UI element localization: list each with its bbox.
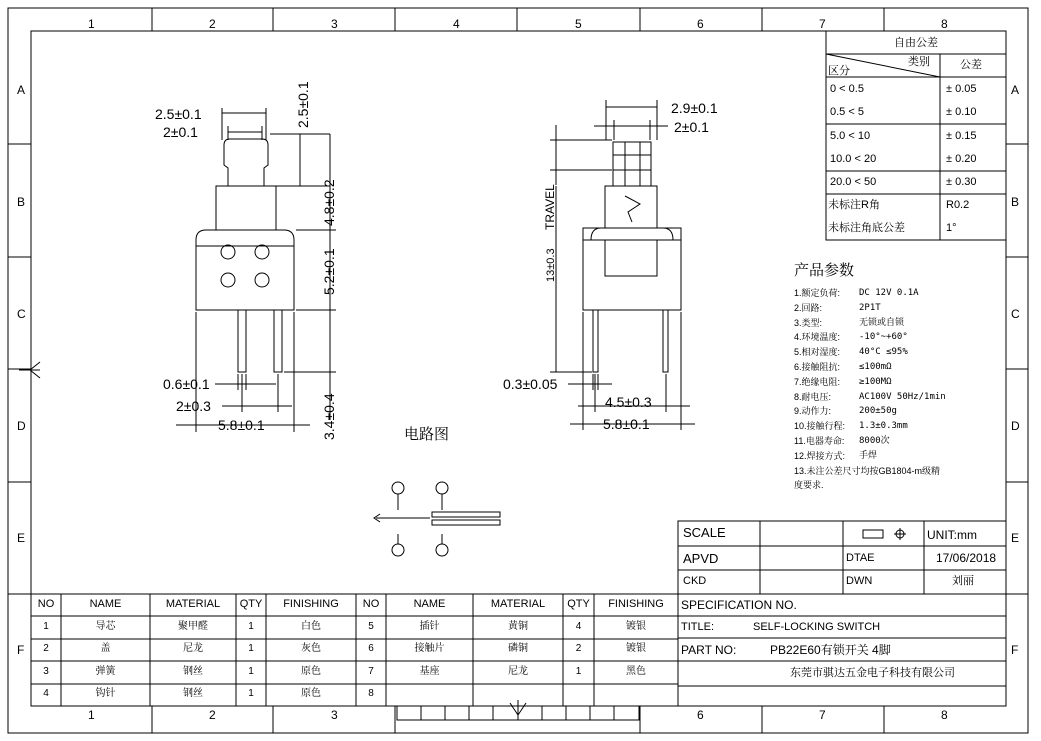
param-value: -10°~+60° (859, 332, 908, 343)
bom-header-cell: MATERIAL (490, 598, 546, 610)
zone-col-2-bottom: 2 (209, 708, 216, 722)
bom-cell: 1 (248, 688, 254, 699)
params-title: 产品参数 (794, 262, 855, 279)
bom-cell: 4 (43, 688, 49, 699)
bom-cell: 镀银 (626, 620, 646, 632)
dim-side-total-height: 13±0.3 (545, 248, 557, 282)
bom-cell: 尼龙 (183, 643, 203, 654)
bom-cell: 8 (368, 688, 374, 699)
company-name: 东莞市骐达五金电子科技有限公司 (790, 667, 955, 679)
zone-col-8-bottom: 8 (941, 708, 948, 722)
param-value: 40°C ≤95% (859, 347, 908, 358)
zone-row-b: B (17, 195, 26, 209)
zone-col-5: 5 (575, 17, 582, 31)
scale-label: SCALE (683, 525, 726, 540)
ckd-label: CKD (683, 575, 707, 587)
zone-col-4: 4 (453, 17, 460, 31)
bom-cell: 弹簧 (95, 665, 116, 677)
tolerance-range-3: 5.0 < 10 (830, 130, 871, 142)
dim-front-top-width: 2.5±0.1 (155, 106, 202, 122)
dim-front-pin-width: 0.6±0.1 (163, 376, 210, 392)
param-key: 9.动作力: (794, 406, 832, 417)
circuit-title: 电路图 (404, 426, 450, 443)
dim-front-body-height: 5.2±0.1 (321, 248, 337, 295)
dim-side-body-width: 5.8±0.1 (603, 416, 650, 432)
param-value: 1.3±0.3mm (859, 421, 908, 432)
bom-cell: 1 (248, 620, 254, 632)
tolerance-range-2: 0.5 < 5 (830, 106, 864, 118)
zone-row-d-right: D (1011, 419, 1020, 433)
bom-header-cell: NO (37, 598, 55, 610)
param-key: 11.电器寿命: (794, 436, 845, 446)
dim-side-top-inner: 2±0.1 (674, 119, 709, 135)
bom-cell: 基座 (419, 665, 440, 677)
title-value: SELF-LOCKING SWITCH (753, 621, 881, 633)
dim-front-pin-height: 3.4±0.4 (321, 393, 337, 440)
bom-cell: 1 (575, 665, 582, 677)
date-label: DTAE (846, 552, 875, 564)
bom-cell: 接触片 (414, 643, 445, 654)
dim-front-stem-height: 4.8±0.2 (321, 179, 337, 226)
zone-col-3: 3 (331, 17, 338, 31)
bom-header-cell: MATERIAL (165, 598, 221, 610)
dim-side-pin-thickness: 0.3±0.05 (503, 376, 558, 392)
zone-row-d: D (17, 419, 26, 433)
bom-cell: 1 (43, 620, 49, 632)
bom-cell: 6 (368, 643, 374, 654)
zone-row-e: E (17, 531, 26, 545)
param-key: 5.相对湿度: (794, 347, 841, 358)
zone-col-2: 2 (209, 17, 216, 31)
param-key: 度要求. (794, 480, 824, 491)
bom-cell: 钢丝 (183, 688, 203, 699)
bom-cell: 尼龙 (508, 665, 528, 677)
param-key: 4.环境温度: (794, 332, 841, 343)
zone-col-1-bottom: 1 (88, 708, 95, 722)
zone-row-e-right: E (1011, 531, 1020, 545)
param-value: ≥100MΩ (859, 376, 892, 387)
zone-row-f: F (17, 643, 25, 657)
dim-front-cap-height: 2.5±0.1 (295, 81, 311, 128)
param-value: 200±50g (859, 406, 897, 417)
circuit-diagram (374, 482, 500, 556)
tolerance-range-6: 未标注R角 (828, 199, 880, 211)
bom-header-cell: FINISHING (283, 598, 339, 610)
param-key: 10.接触行程: (794, 421, 846, 432)
param-key: 2.回路: (794, 302, 823, 313)
bom-header-cell: NAME (413, 598, 446, 610)
dim-side-pin-span: 4.5±0.3 (605, 394, 652, 410)
bom-cell: 原色 (301, 688, 321, 699)
bom-cell: 导芯 (95, 620, 116, 632)
title-label: TITLE: (681, 621, 715, 633)
bom-header-cell: QTY (567, 598, 590, 610)
zone-col-7-bottom: 7 (819, 708, 826, 722)
param-value: 无锁或自锁 (859, 317, 905, 328)
param-key: 3.类型: (794, 317, 823, 328)
apvd-label: APVD (683, 551, 719, 566)
bom-cell: 聚甲醛 (178, 620, 208, 632)
param-key: 1.额定负荷: (794, 288, 841, 298)
bom-cell: 盖 (100, 643, 111, 654)
tolerance-range-1: 0 < 0.5 (830, 83, 864, 95)
dwn-value: 刘丽 (952, 575, 974, 587)
dwn-label: DWN (846, 575, 873, 587)
tolerance-value-7: 1° (946, 222, 957, 234)
bom-header-cell: QTY (239, 598, 263, 610)
param-value: 2P1T (859, 302, 881, 313)
bom-cell: 磷铜 (508, 643, 528, 654)
bom-cell: 黑色 (626, 665, 646, 677)
bom-cell: 5 (368, 620, 374, 632)
bom-header-cell: NAME (89, 598, 122, 610)
spec-label: SPECIFICATION NO. (681, 598, 797, 612)
param-key: 6.接触阻抗: (794, 362, 841, 372)
tolerance-value-4: ± 0.20 (946, 153, 977, 165)
tolerance-category-label: 类别 (908, 56, 930, 68)
bom-cell: 镀银 (626, 643, 646, 654)
dim-side-travel: TRAVEL (543, 184, 557, 230)
zone-row-c: C (17, 307, 26, 321)
param-key: 8.耐电压: (794, 391, 832, 402)
tolerance-region-label: 区分 (828, 65, 850, 77)
part-label: PART NO: (681, 643, 737, 657)
zone-col-6: 6 (697, 17, 704, 31)
param-key: 7.绝缘电阻: (794, 376, 841, 387)
bom-cell: 2 (43, 643, 49, 654)
tolerance-value-3: ± 0.15 (946, 130, 977, 142)
param-key: 12.焊接方式: (794, 450, 846, 461)
dim-front-body-width: 5.8±0.1 (218, 417, 265, 433)
zone-col-6-bottom: 6 (697, 708, 704, 722)
bom-cell: 插针 (419, 620, 440, 632)
bom-cell: 原色 (301, 665, 321, 677)
dim-front-top-inner: 2±0.1 (163, 124, 198, 140)
bom-header-cell: NO (362, 598, 380, 610)
bom-cell: 白色 (301, 620, 321, 632)
param-value: 8000次 (859, 436, 890, 446)
tolerance-range-7: 未标注角底公差 (828, 222, 905, 234)
tolerance-value-5: ± 0.30 (946, 176, 977, 188)
zone-row-f-right: F (1011, 643, 1019, 657)
param-value: 手焊 (859, 450, 878, 461)
date-value: 17/06/2018 (936, 551, 997, 565)
param-key: 13.未注公差尺寸均按GB1804-m级精 (794, 465, 941, 476)
zone-row-b-right: B (1011, 195, 1020, 209)
param-value: ≤100mΩ (859, 362, 892, 372)
bom-cell: 1 (248, 665, 254, 677)
param-value: DC 12V 0.1A (859, 288, 919, 298)
bom-cell: 3 (43, 665, 49, 677)
tolerance-range-4: 10.0 < 20 (830, 153, 877, 165)
param-value: AC100V 50Hz/1min (859, 391, 946, 402)
bom-cell: 1 (248, 643, 254, 654)
bom-cell: 黄铜 (508, 620, 528, 632)
tolerance-value-1: ± 0.05 (946, 83, 977, 95)
dim-front-pin-gap: 2±0.3 (176, 398, 211, 414)
tolerance-title: 自由公差 (894, 37, 938, 49)
bom-cell: 4 (575, 620, 582, 632)
bom-header-cell: FINISHING (608, 598, 664, 610)
bom-cell: 7 (368, 665, 374, 677)
zone-col-8: 8 (941, 17, 948, 31)
side-view (550, 100, 695, 430)
unit-label: UNIT:mm (927, 528, 977, 542)
tolerance-value-2: ± 0.10 (946, 106, 977, 118)
dim-side-top-width: 2.9±0.1 (671, 100, 718, 116)
zone-col-3-bottom: 3 (331, 708, 338, 722)
tolerance-tol-label: 公差 (960, 59, 982, 71)
tolerance-range-5: 20.0 < 50 (830, 176, 877, 188)
tolerance-value-6: R0.2 (946, 199, 970, 211)
bom-cell: 钢丝 (183, 665, 203, 677)
zone-row-a: A (17, 83, 26, 97)
zone-row-a-right: A (1011, 83, 1020, 97)
part-value: PB22E60有锁开关 4脚 (770, 643, 891, 657)
zone-col-7: 7 (819, 17, 826, 31)
zone-row-c-right: C (1011, 307, 1020, 321)
zone-col-1: 1 (88, 17, 95, 31)
bom-cell: 灰色 (301, 643, 321, 654)
bom-cell: 2 (575, 643, 582, 654)
bom-cell: 钩针 (95, 688, 116, 699)
